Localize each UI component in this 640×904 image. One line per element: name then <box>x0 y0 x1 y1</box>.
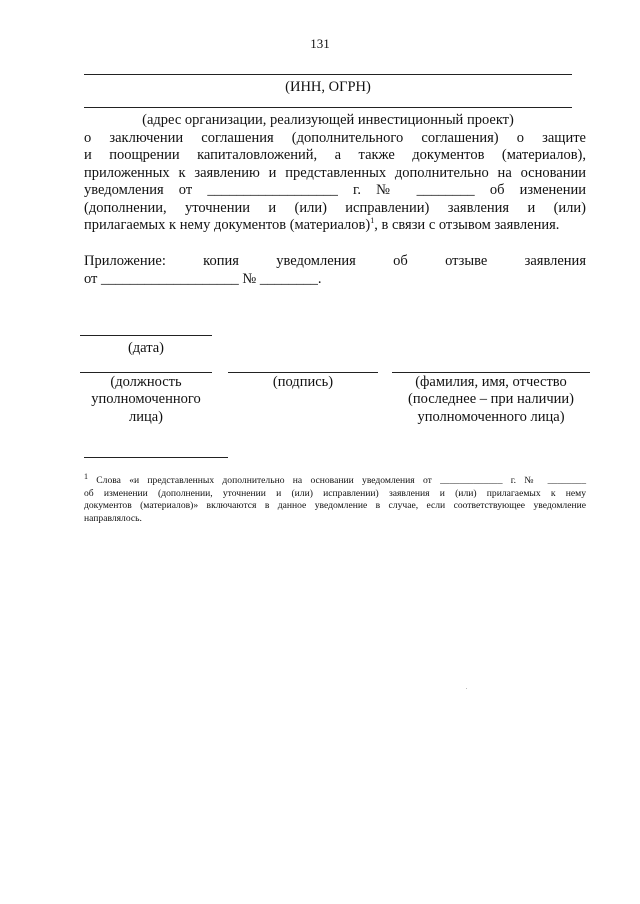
full-name-caption-line: уполномоченного лица) <box>417 408 565 425</box>
scan-speck <box>466 688 467 689</box>
attachment-word: уведомления <box>276 253 356 269</box>
date-caption: (дата) <box>127 340 165 356</box>
body-line: уведомления от __________________ г. № ________ об изменении <box>84 182 586 199</box>
body-line: (дополнении, уточнении и (или) исправлении) заявления и (или) <box>84 199 586 216</box>
position-caption-line: уполномоченного <box>91 391 201 408</box>
full-name-caption-line: (последнее – при наличии) <box>408 391 574 408</box>
position-caption-line: (должность <box>110 374 182 390</box>
page-number: 131 <box>310 36 330 51</box>
address-field-line <box>84 107 572 108</box>
full-name-caption <box>392 374 590 426</box>
body-line: о заключении соглашения (дополнительного соглашения) о защите <box>84 130 586 146</box>
body-line: и поощрении капиталовложений, а также документов (материалов), <box>84 147 586 164</box>
footnote-separator <box>84 457 228 458</box>
footnote-line: об изменении (дополнении, уточнении и (или) исправлении) заявления и (или) прилагаемых к нему <box>84 487 586 499</box>
attachment-word: заявления <box>524 253 586 269</box>
footnote-line: направлялось. <box>84 512 142 524</box>
body-text-segment: , в связи с отзывом заявления. <box>374 217 560 234</box>
footnote-marker: 1 <box>84 471 88 481</box>
attachment-word: копия <box>203 253 239 269</box>
footnote <box>84 471 586 525</box>
full-name-field-line <box>392 372 590 373</box>
body-line: приложенных к заявлению и представленных дополнительно на основании <box>84 164 586 181</box>
inn-ogrn-field-line <box>84 74 572 75</box>
inn-ogrn-caption: (ИНН, ОГРН) <box>285 79 371 95</box>
footnote-reference: 1 <box>370 216 375 226</box>
signature-caption: (подпись) <box>272 374 334 390</box>
body-line <box>84 217 586 234</box>
position-caption <box>74 374 218 426</box>
full-name-caption-line: (фамилия, имя, отчество <box>415 374 567 390</box>
attachment-word: отзыве <box>445 253 488 269</box>
position-caption-line: лица) <box>128 408 164 425</box>
signature-field-line <box>228 372 378 373</box>
body-text-segment: прилагаемых к нему документов (материалов) <box>84 217 371 234</box>
attachment-word: об <box>393 253 408 269</box>
position-field-line <box>80 372 212 373</box>
attachment-reference-line: от ___________________ № ________. <box>84 271 322 287</box>
footnote-text: Слова «и представленных дополнительно на основании уведомления от _____________ г. № ________ <box>88 475 586 486</box>
date-field-line <box>80 335 212 336</box>
footnote-line <box>84 471 586 488</box>
attachment-line <box>84 253 586 270</box>
attachment-word: Приложение: <box>84 253 166 269</box>
body-paragraph <box>84 130 586 234</box>
footnote-line: документов (материалов)» включаются в данное уведомление в случае, если соответствующее уведомление <box>84 500 586 512</box>
address-caption: (адрес организации, реализующей инвестиционный проект) <box>142 112 514 128</box>
